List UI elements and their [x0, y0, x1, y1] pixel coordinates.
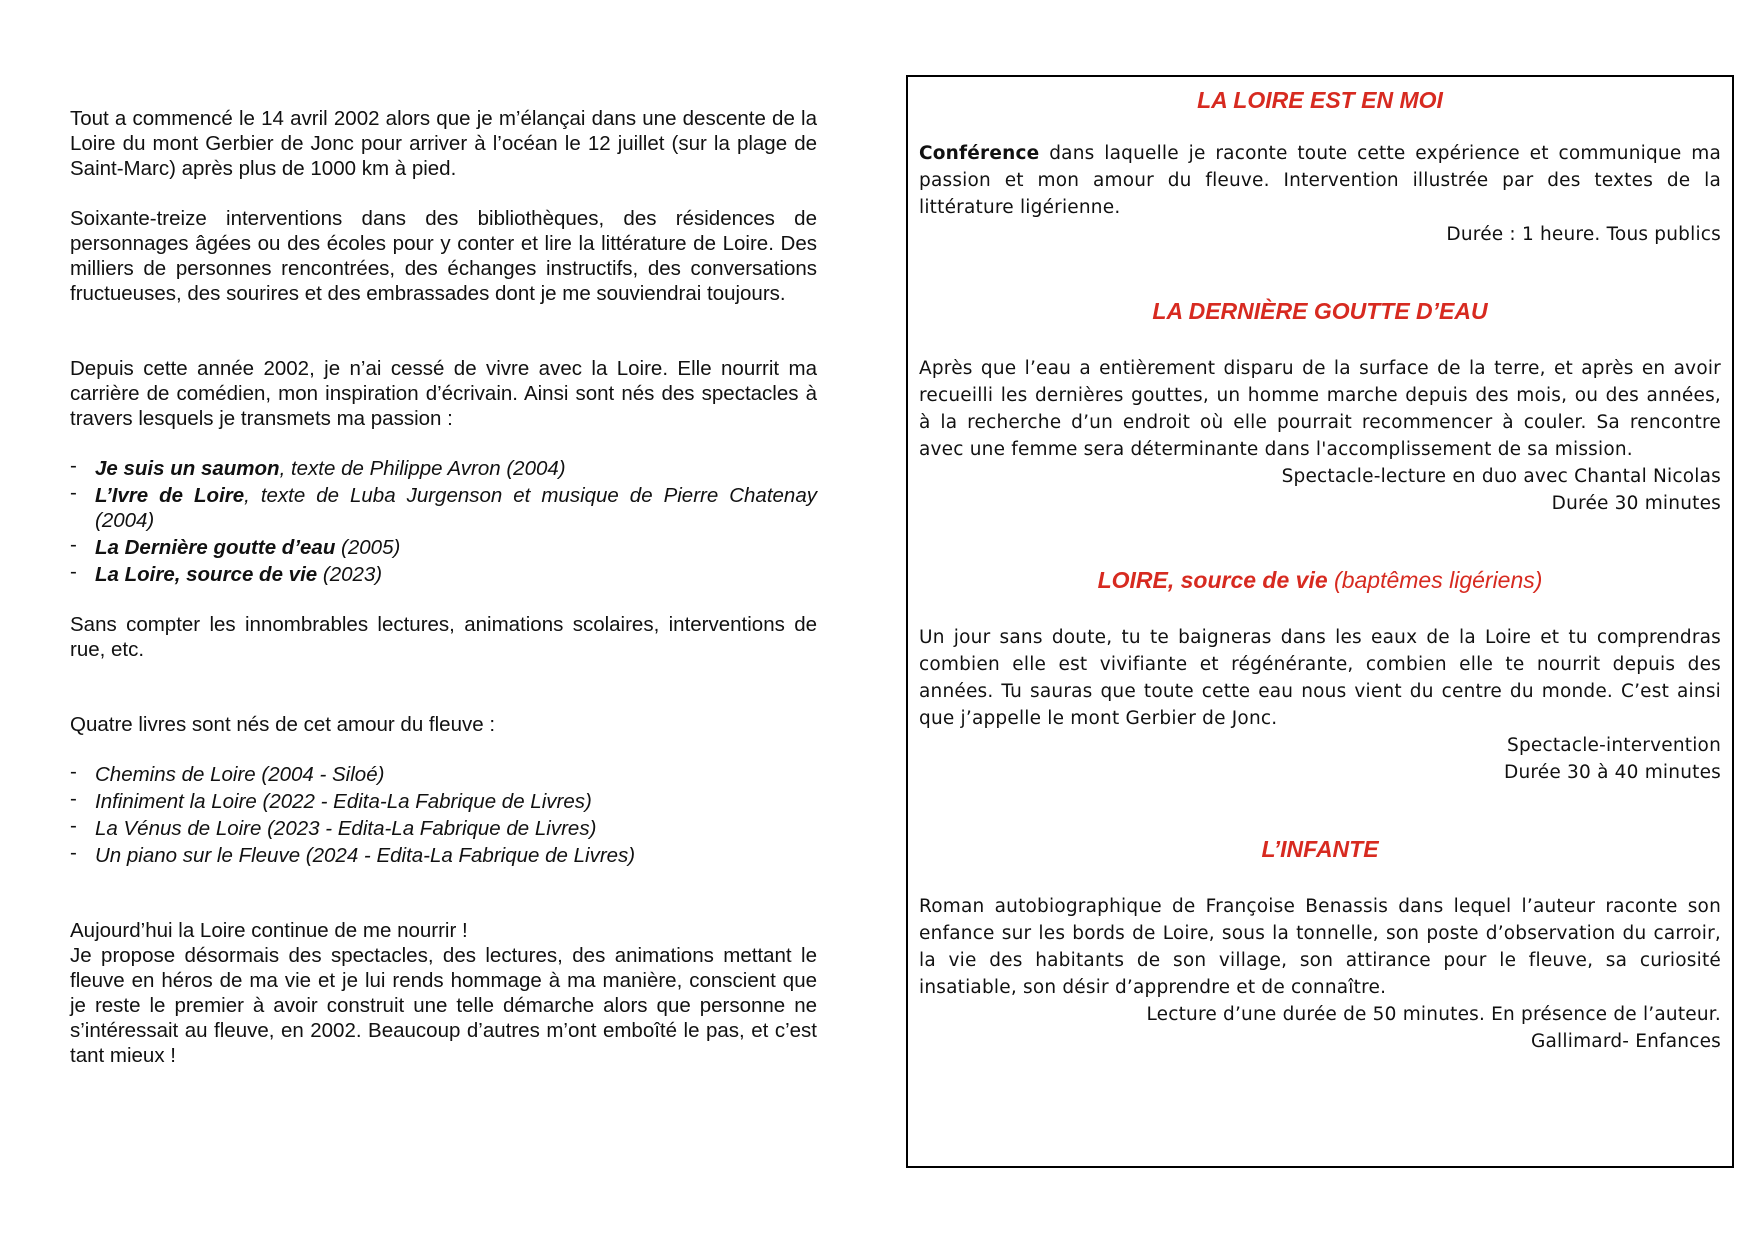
today-line: Aujourd’hui la Loire continue de me nourrir !: [70, 919, 468, 942]
section-meta: Spectacle-lecture en duo avec Chantal Nicolas: [1281, 466, 1721, 487]
books-intro: Quatre livres sont nés de cet amour du fleuve :: [70, 713, 496, 736]
list-item: - L’Ivre de Loire, texte de Luba Jurgenson et musique de Pierre Chatenay (2004): [70, 483, 817, 533]
section-meta: Spectacle-intervention: [1507, 735, 1721, 756]
list-item: - Infiniment la Loire (2022 - Edita-La Fabrique de Livres): [70, 789, 817, 814]
section-text: Roman autobiographique de Françoise Benassis dans lequel l’auteur raconte son enfance sur les bords de Loire, sous la tonnelle, son poste d’observation du carroir, la vie des habitants de son village, son attirance pour le fleuve, sa curiosité insatiable, son désir d’apprendre et de connaître.: [919, 896, 1721, 998]
list-item: - La Vénus de Loire (2023 - Edita-La Fabrique de Livres): [70, 816, 817, 841]
shows-box: [906, 75, 1734, 1168]
interventions-paragraph: Soixante-treize interventions dans des bibliothèques, des résidences de personnages âgées ou des écoles pour y conter et lire la littérature de Loire. Des milliers de personnes rencontrées, des échanges instructifs, des conversations fructueuses, des sourires et des embrassades dont je me souviendrai toujours.: [70, 207, 817, 305]
books-list: [70, 762, 817, 868]
section-subtitle: (baptêmes ligériens): [1327, 567, 1543, 593]
left-column: [70, 106, 817, 1068]
list-item: - Un piano sur le Fleuve (2024 - Edita-La Fabrique de Livres): [70, 843, 817, 868]
list-item: - Chemins de Loire (2004 - Siloé): [70, 762, 817, 787]
section-title: LA DERNIÈRE GOUTTE D’EAU: [1152, 298, 1488, 324]
section-meta: Durée 30 à 40 minutes: [1504, 762, 1721, 783]
section-text: Conférence dans laquelle je raconte toute cette expérience et communique ma passion et mon amour du fleuve. Intervention illustrée par des textes de la littérature ligérienne.: [919, 143, 1721, 218]
section-meta: Durée 30 minutes: [1551, 493, 1721, 514]
other-activities-paragraph: Sans compter les innombrables lectures, animations scolaires, interventions de rue, etc.: [70, 613, 817, 661]
section-title: LOIRE, source de vie (baptêmes ligériens): [1097, 567, 1543, 593]
section-title: L’INFANTE: [1261, 836, 1379, 862]
today-paragraph: Je propose désormais des spectacles, des lectures, des animations mettant le fleuve en héros de ma vie et je lui rends hommage à ma manière, conscient que je reste le premier à avoir construit une telle démarche alors que personne ne s’intéressait au fleuve, en 2002. Beaucoup d’autres m’ont emboîté le pas, et c’est tant mieux !: [70, 944, 817, 1067]
list-item: - Je suis un saumon, texte de Philippe Avron (2004): [70, 456, 817, 481]
section-title: LA LOIRE EST EN MOI: [1197, 87, 1443, 113]
section-meta: Lecture d’une durée de 50 minutes. En présence de l’auteur.: [1146, 1004, 1721, 1025]
section-text: Un jour sans doute, tu te baigneras dans les eaux de la Loire et tu comprendras combien elle est vivifiante et régénérante, combien elle te nourrit depuis des années. Tu sauras que toute cette eau nous vient du centre du monde. C’est ainsi que j’appelle le mont Gerbier de Jonc.: [919, 627, 1721, 729]
section-text: Après que l’eau a entièrement disparu de la surface de la terre, et après en avoir recueilli les dernières gouttes, un homme marche depuis des mois, ou des années, à la recherche d’un endroit où elle pourrait recommencer à couler. Sa rencontre avec une femme sera déterminante dans l'accomplissement de sa mission.: [919, 358, 1721, 460]
list-item: - La Dernière goutte d’eau (2005): [70, 535, 817, 560]
intro-paragraph: Tout a commencé le 14 avril 2002 alors que je m’élançai dans une descente de la Loire du mont Gerbier de Jonc pour arriver à l’océan le 12 juillet (sur la plage de Saint-Marc) après plus de 1000 km à pied.: [70, 107, 817, 180]
list-item: - La Loire, source de vie (2023): [70, 562, 817, 587]
shows-list: [70, 456, 817, 587]
section-meta: Gallimard- Enfances: [1530, 1031, 1721, 1052]
conference-label: Conférence: [919, 143, 1040, 164]
since-2002-paragraph: Depuis cette année 2002, je n’ai cessé de vivre avec la Loire. Elle nourrit ma carrière de comédien, mon inspiration d’écrivain. Ainsi sont nés des spectacles à travers lesquels je transmets ma passion :: [70, 357, 817, 430]
section-meta: Durée : 1 heure. Tous publics: [1446, 224, 1721, 245]
